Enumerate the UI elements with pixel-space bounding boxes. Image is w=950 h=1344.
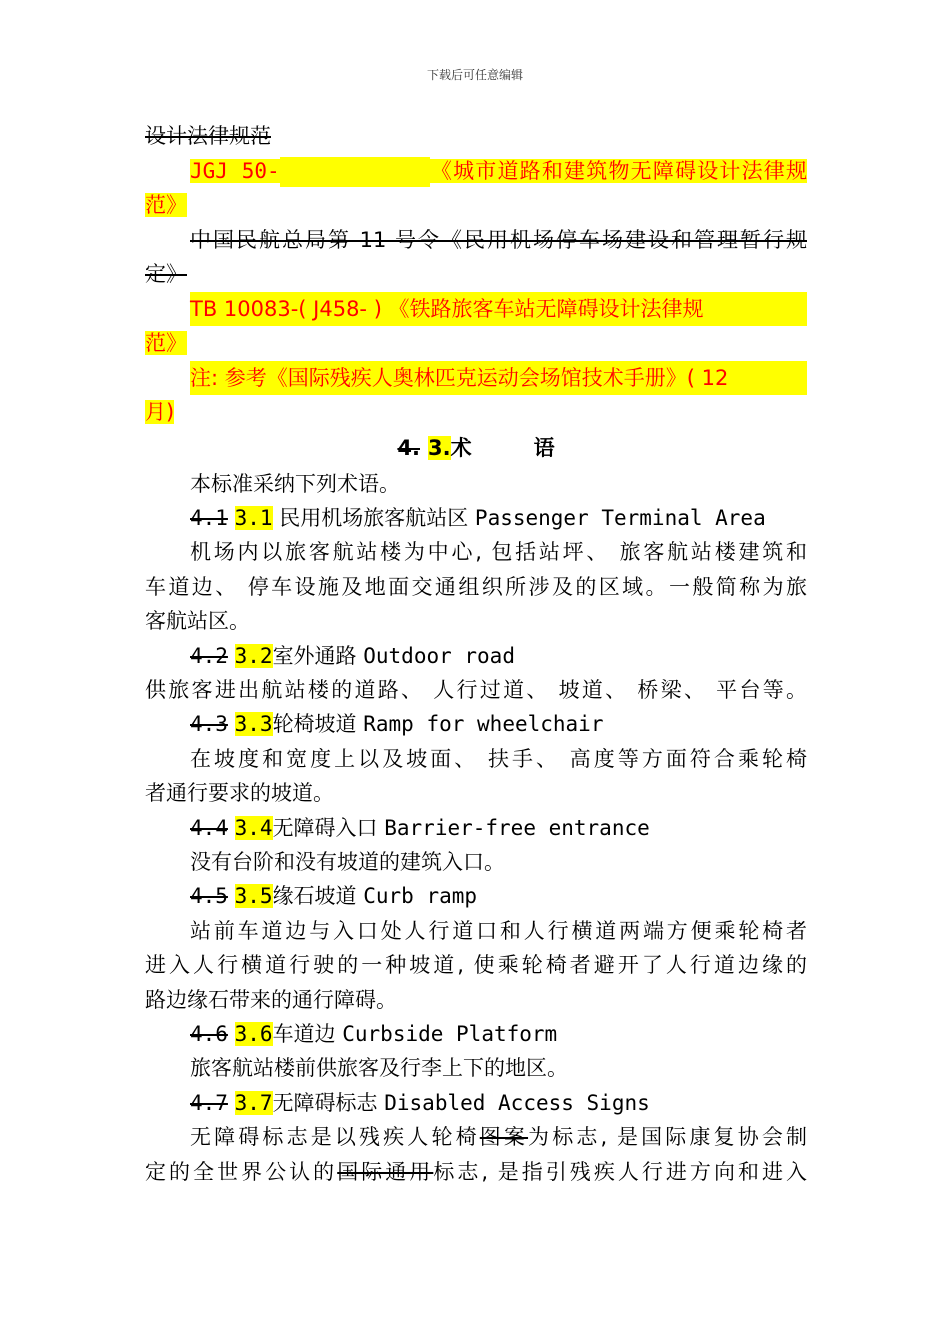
ref-line bbox=[190, 223, 807, 257]
ref-title: 范》 bbox=[145, 193, 187, 217]
definition-text: 旅客航站楼前供旅客及行李上下的地区。 bbox=[190, 1056, 568, 1080]
definition-line bbox=[145, 983, 807, 1017]
ref-line bbox=[145, 257, 807, 291]
ref-title: 中国民航总局第 11 号令《民用机场停车场建设和管理暂行规 bbox=[190, 228, 807, 252]
intro-text bbox=[190, 467, 807, 501]
ref-code: JGJ 50- bbox=[190, 159, 280, 183]
ref-title: 《城市道路和建筑物无障碍设计法律规 bbox=[429, 159, 807, 183]
ref-title: TB 10083-( J458- ) 《铁路旅客车站无障碍设计法律规 bbox=[190, 297, 704, 321]
definition-line bbox=[145, 948, 807, 982]
ref-line bbox=[190, 361, 807, 395]
definition-line bbox=[190, 742, 807, 776]
ref-line bbox=[145, 119, 807, 153]
intro-sentence: 本标准采纳下列术语。 bbox=[190, 472, 400, 496]
definition-text: 站前车道边与入口处人行道口和人行横道两端方便乘轮椅者 bbox=[190, 919, 807, 943]
definition-text: 者通行要求的坡道。 bbox=[145, 781, 334, 805]
section-new-number: 3. bbox=[428, 436, 451, 460]
definition-text: 没有台阶和没有坡道的建筑入口。 bbox=[190, 850, 505, 874]
definition-line bbox=[145, 1155, 807, 1189]
term-cn: 缘石坡道 bbox=[272, 884, 364, 908]
section-heading bbox=[145, 431, 807, 465]
definition-line bbox=[190, 1120, 807, 1154]
term-heading bbox=[190, 639, 807, 673]
definition-text: 车道边、 停车设施及地面交通组织所涉及的区域。一般简称为旅 bbox=[145, 575, 807, 599]
section-title-a: 术 bbox=[450, 436, 472, 460]
deleted-text: 图案 bbox=[479, 1125, 529, 1149]
definition-text: 为标志, 是国际康复协会制 bbox=[528, 1125, 807, 1149]
definition-text: 在坡度和宽度上以及坡面、 扶手、 高度等方面符合乘轮椅 bbox=[190, 747, 807, 771]
term-new-number: 3.5 bbox=[234, 884, 273, 908]
term-cn: 民用机场旅客航站区 bbox=[272, 506, 475, 530]
term-cn: 轮椅坡道 bbox=[272, 712, 364, 736]
term-heading bbox=[190, 811, 807, 845]
definition-text: 客航站区。 bbox=[145, 609, 250, 633]
term-en: Passenger Terminal Area bbox=[474, 506, 766, 530]
definition-line bbox=[145, 604, 807, 638]
ref-line bbox=[145, 326, 807, 360]
term-old-number: 4.4 bbox=[190, 816, 228, 840]
definition-text: 定的全世界公认的 bbox=[145, 1160, 338, 1184]
term-new-number: 3.7 bbox=[234, 1091, 273, 1115]
ref-line bbox=[190, 292, 807, 326]
term-heading bbox=[190, 1017, 807, 1051]
section-old-number: 4. bbox=[397, 436, 420, 460]
note-text: 注: 参考《国际残疾人奥林匹克运动会场馆技术手册》( 12 bbox=[190, 366, 729, 390]
note-text: 月) bbox=[145, 400, 175, 424]
term-en: Outdoor road bbox=[363, 644, 515, 668]
term-new-number: 3.3 bbox=[234, 712, 273, 736]
term-new-number: 3.1 bbox=[234, 506, 273, 530]
term-old-number: 4.5 bbox=[190, 884, 228, 908]
term-en: Ramp for wheelchair bbox=[363, 712, 604, 736]
definition-line bbox=[190, 535, 807, 569]
term-heading bbox=[190, 501, 807, 535]
definition-text: 进入人行横道行驶的一种坡道, 使乘轮椅者避开了人行道边缘的 bbox=[145, 953, 807, 977]
term-heading bbox=[190, 1086, 807, 1120]
highlight-gap bbox=[280, 157, 430, 187]
term-cn: 无障碍入口 bbox=[272, 816, 385, 840]
definition-text: 标志, 是指引残疾人行进方向和进入 bbox=[433, 1160, 808, 1184]
definition-line bbox=[145, 570, 807, 604]
term-en: Barrier-free entrance bbox=[384, 816, 650, 840]
term-old-number: 4.2 bbox=[190, 644, 228, 668]
definition-text: 供旅客进出航站楼的道路、 人行过道、 坡道、 桥梁、 平台等。 bbox=[145, 678, 807, 702]
definition-line bbox=[145, 776, 807, 810]
page-header: 下载后可任意编辑 bbox=[426, 68, 523, 82]
definition-line bbox=[190, 914, 807, 948]
term-new-number: 3.2 bbox=[234, 644, 273, 668]
term-heading bbox=[190, 879, 807, 913]
ref-line bbox=[145, 188, 807, 222]
term-en: Curbside Platform bbox=[342, 1022, 558, 1046]
term-heading bbox=[190, 707, 807, 741]
ref-line bbox=[190, 154, 807, 188]
term-en: Curb ramp bbox=[363, 884, 478, 908]
ref-text: 设计法律规范 bbox=[145, 124, 271, 148]
ref-title: 定》 bbox=[145, 262, 187, 286]
definition-text: 机场内以旅客航站楼为中心, 包括站坪、 旅客航站楼建筑和 bbox=[190, 540, 807, 564]
term-cn: 室外通路 bbox=[272, 644, 364, 668]
definition-text: 路边缘石带来的通行障碍。 bbox=[145, 988, 397, 1012]
definition-line bbox=[190, 1051, 807, 1085]
term-en: Disabled Access Signs bbox=[384, 1091, 650, 1115]
term-new-number: 3.6 bbox=[234, 1022, 273, 1046]
term-old-number: 4.7 bbox=[190, 1091, 228, 1115]
term-old-number: 4.6 bbox=[190, 1022, 228, 1046]
deleted-text: 国际通用 bbox=[337, 1160, 434, 1184]
term-cn: 车道边 bbox=[272, 1022, 343, 1046]
ref-title: 范》 bbox=[145, 331, 187, 355]
term-new-number: 3.4 bbox=[234, 816, 273, 840]
definition-line bbox=[145, 673, 807, 707]
term-old-number: 4.1 bbox=[190, 506, 228, 530]
term-cn: 无障碍标志 bbox=[272, 1091, 385, 1115]
term-old-number: 4.3 bbox=[190, 712, 228, 736]
section-title-b: 语 bbox=[533, 436, 555, 460]
definition-text: 无障碍标志是以残疾人轮椅 bbox=[190, 1125, 480, 1149]
definition-line bbox=[190, 845, 807, 879]
ref-line bbox=[145, 395, 807, 429]
